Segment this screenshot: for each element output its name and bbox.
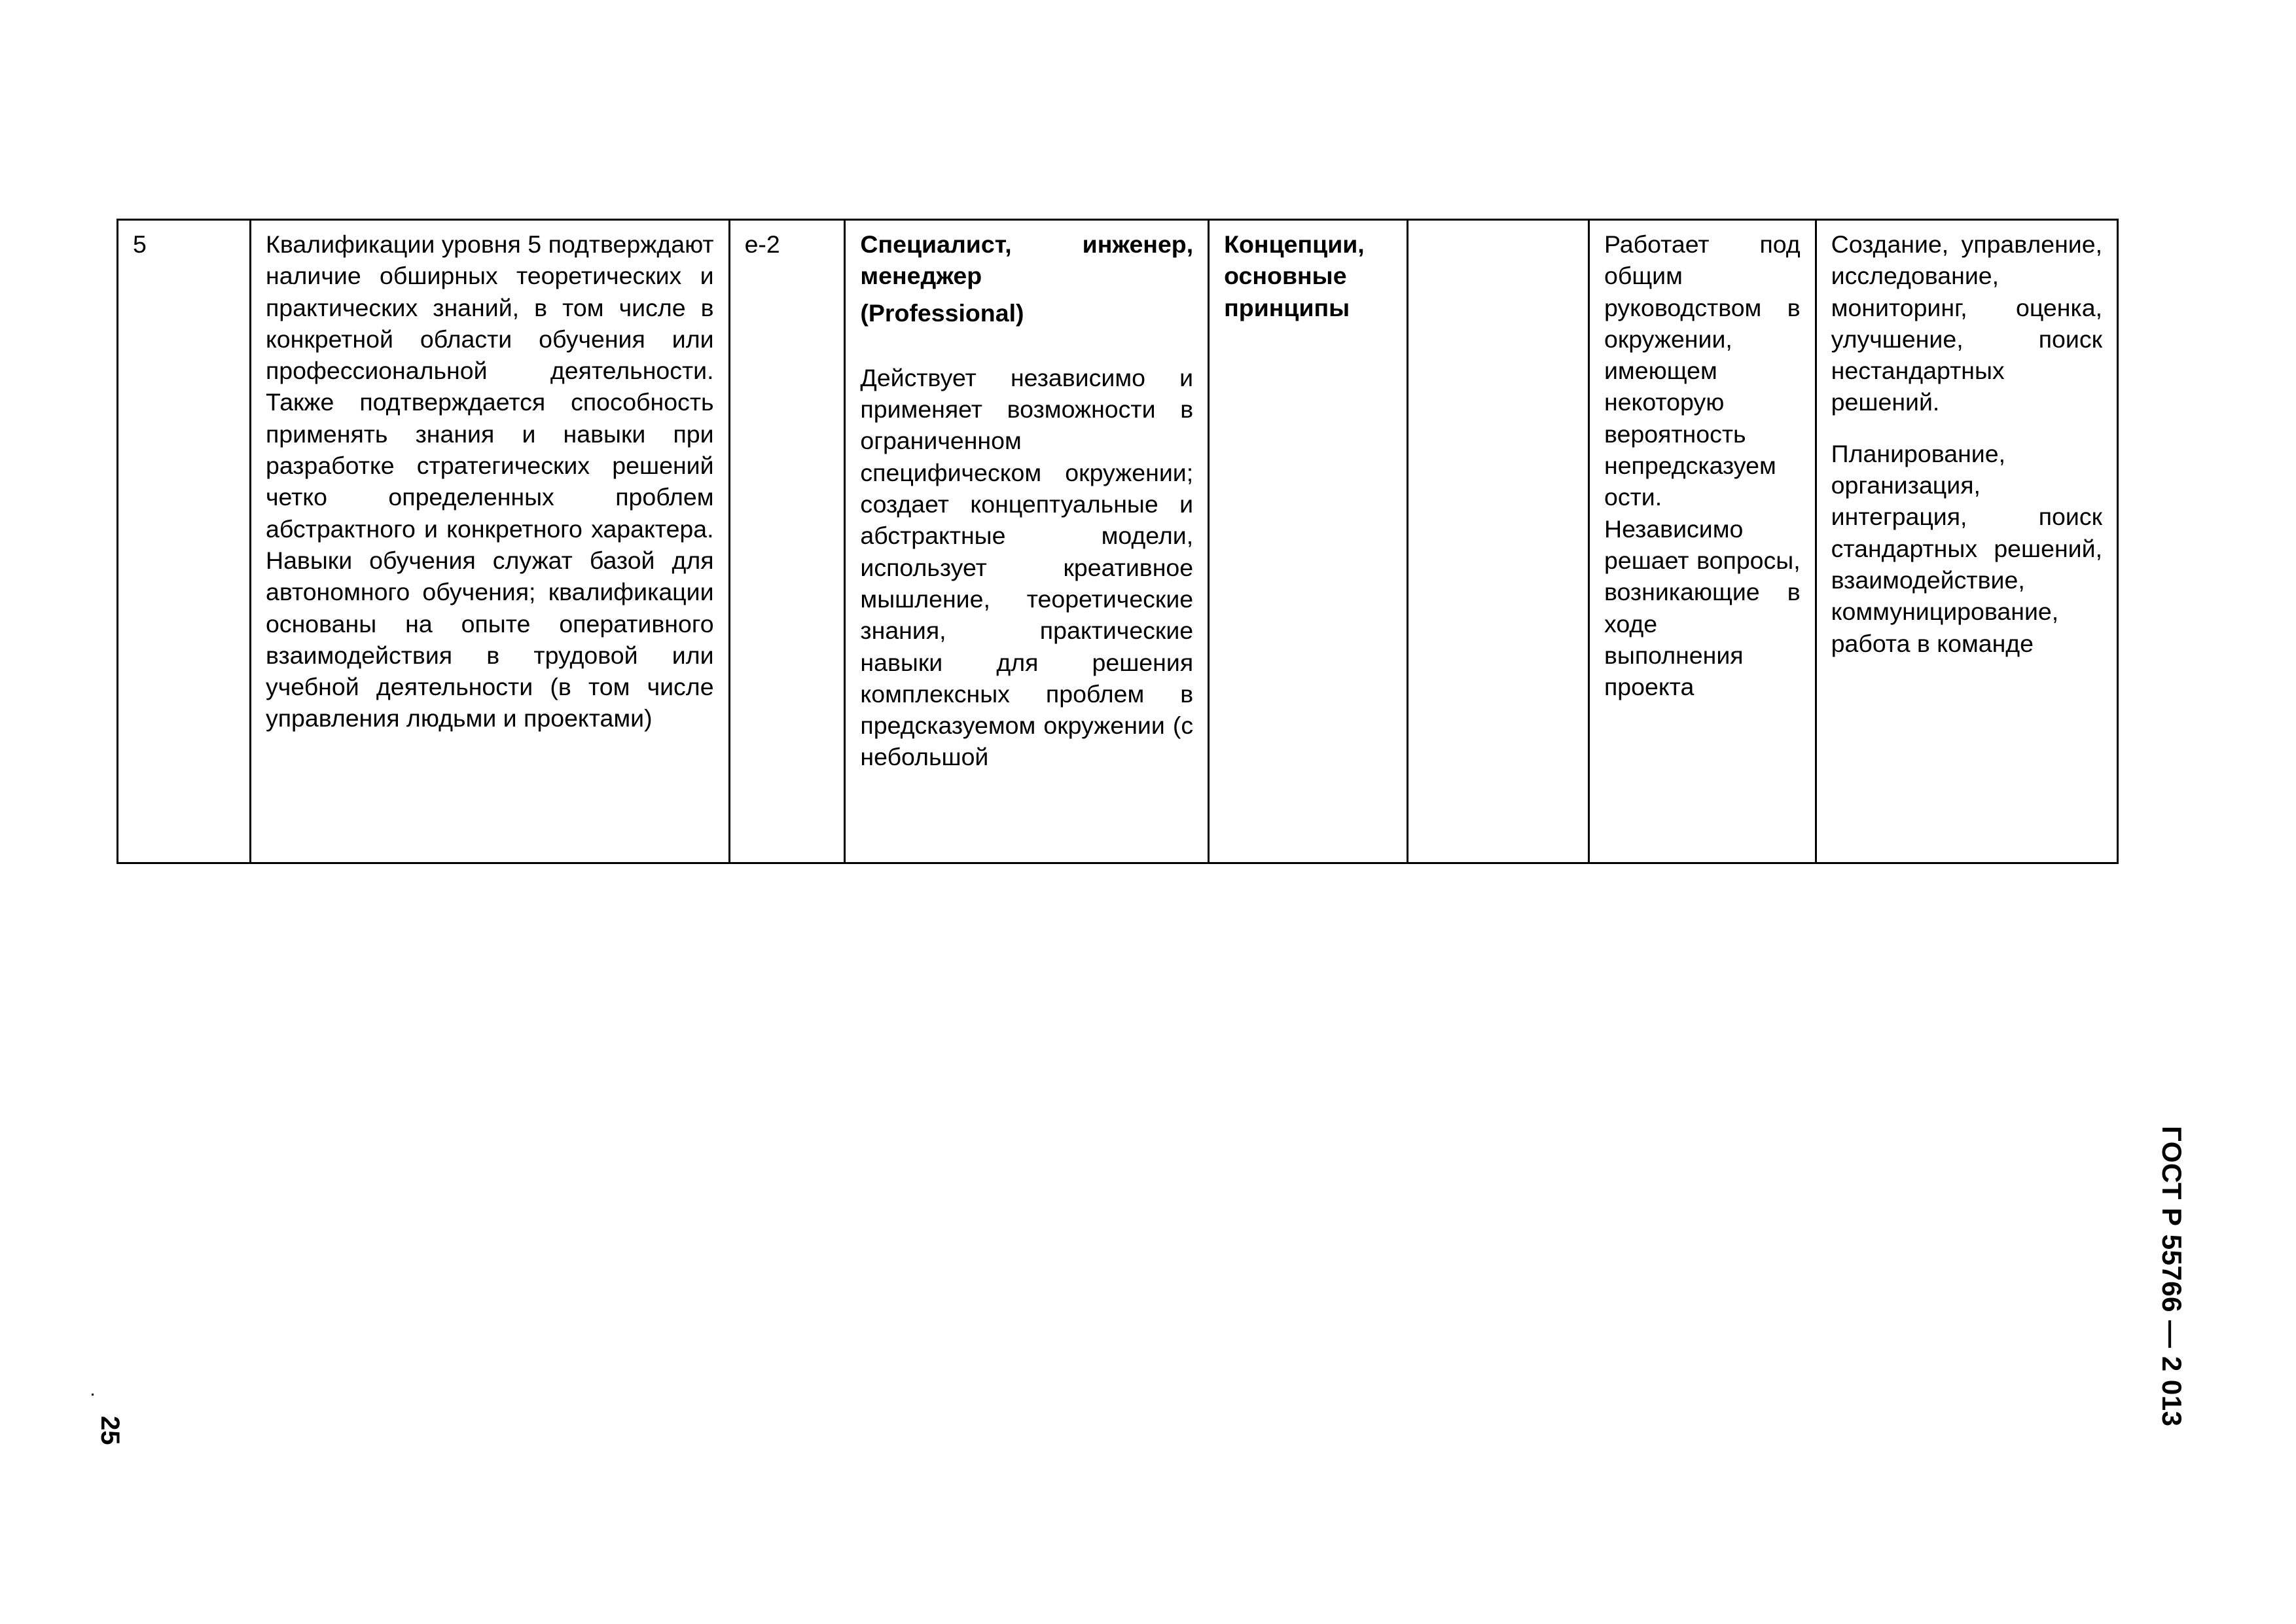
qualification-table <box>117 219 2119 864</box>
page-number: 25 <box>96 1416 124 1445</box>
knowledge-text: Концепции, основные принципы <box>1224 230 1365 321</box>
level-value: 5 <box>133 230 147 258</box>
activities-text-2: Планирование, организация, интеграция, поиск стандартных решений, взаимодействие, коммуницирование, работа в команде <box>1831 439 2102 657</box>
code-cell <box>729 220 845 863</box>
level-cell <box>118 220 251 863</box>
page-mark <box>92 1394 94 1396</box>
autonomy-text: Работает под общим руководством в окружении, имеющем некоторую вероятность непредсказуем ости. Независимо решает вопросы, возникающие в ходе выполнения проекта <box>1604 230 1801 701</box>
autonomy-cell <box>1588 220 1816 863</box>
level-description: Квалификации уровня 5 подтверждают наличие обширных теоретических и практических знаний, в том числе в конкретной области обучения или профессиональной деятельности. Также подтверждается способность применять знания и навыки при разработке стратегических решений четко определенных проблем абстрактного и конкретного характера. Навыки обучения служат базой для автономного обучения; квалификации основаны на опыте оперативного взаимодействия в трудовой или учебной деятельности (в том числе управления людьми и проектами) <box>265 230 714 732</box>
role-cell <box>845 220 1209 863</box>
role-description: Действует независимо и применяет возможности в ограниченном специфическом окружении; создает концептуальные и абстрактные модели, использует креативное мышление, теоретические знания, практические навыки для решения комплексных проблем в предсказуемом окружении (с небольшой <box>860 363 1194 771</box>
table-row <box>118 220 2118 863</box>
activities-cell <box>1816 220 2117 863</box>
description-cell <box>250 220 729 863</box>
standard-code: ГОСТ Р 55766 — 2 013 <box>2157 1126 2187 1427</box>
role-title: Специалист, инженер, менеджер <box>860 230 1194 290</box>
empty-cell <box>1407 220 1588 863</box>
knowledge-cell <box>1209 220 1407 863</box>
role-code: е-2 <box>744 230 780 258</box>
role-title-en: (Professional) <box>860 298 1024 327</box>
activities-text-1: Создание, управление, исследование, мониторинг, оценка, улучшение, поиск нестандартных решений. <box>1831 230 2102 416</box>
